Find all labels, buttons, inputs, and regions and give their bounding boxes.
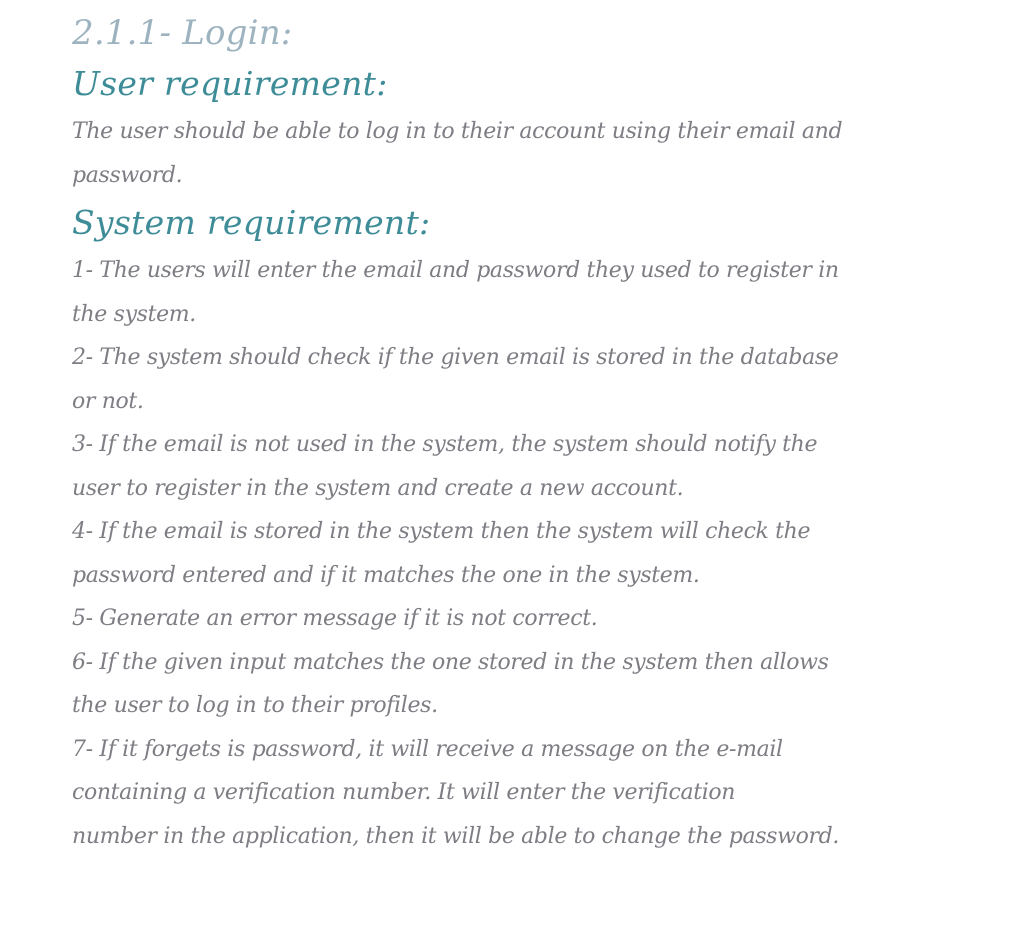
text-line: 5- Generate an error message if it is not correct. [72,606,598,631]
document-page [72,8,972,858]
text-line: 4- If the email is stored in the system then the system will check the [72,519,811,544]
text-line: the user to log in to their profiles. [72,693,438,718]
system-requirement-heading: System requirement: [72,203,431,242]
user-requirement-heading: User requirement: [72,64,388,103]
system-requirement-list [72,249,972,858]
requirement-item-2 [72,336,972,423]
requirement-item-3 [72,423,972,510]
text-line: 6- If the given input matches the one stored in the system then allows [72,649,829,675]
requirement-item-1 [72,249,972,336]
text-line: 3- If the email is not used in the system, the system should notify the [72,432,818,457]
text-line: The user should be able to log in to their account using their email and [72,119,843,144]
requirement-item-7 [72,728,972,859]
text-line: password. [72,162,183,188]
text-line: user to register in the system and create a new account. [72,475,684,501]
text-line: 7- If it forgets is password, it will receive a message on the e-mail [72,736,783,762]
text-line: or not. [72,388,144,414]
text-line: containing a verification number. It will enter the verification [72,780,736,805]
requirement-item-4 [72,510,972,597]
section-title: 2.1.1- Login: [72,13,293,53]
text-line: 2- The system should check if the given email is stored in the database [72,345,839,370]
user-requirement-text [72,110,972,197]
requirement-item-5 [72,597,972,641]
text-line: number in the application, then it will be able to change the password. [72,823,840,849]
text-line: password entered and if it matches the one in the system. [72,562,700,588]
requirement-item-6 [72,641,972,728]
text-line: the system. [72,301,196,327]
text-line: 1- The users will enter the email and password they used to register in [72,258,839,283]
